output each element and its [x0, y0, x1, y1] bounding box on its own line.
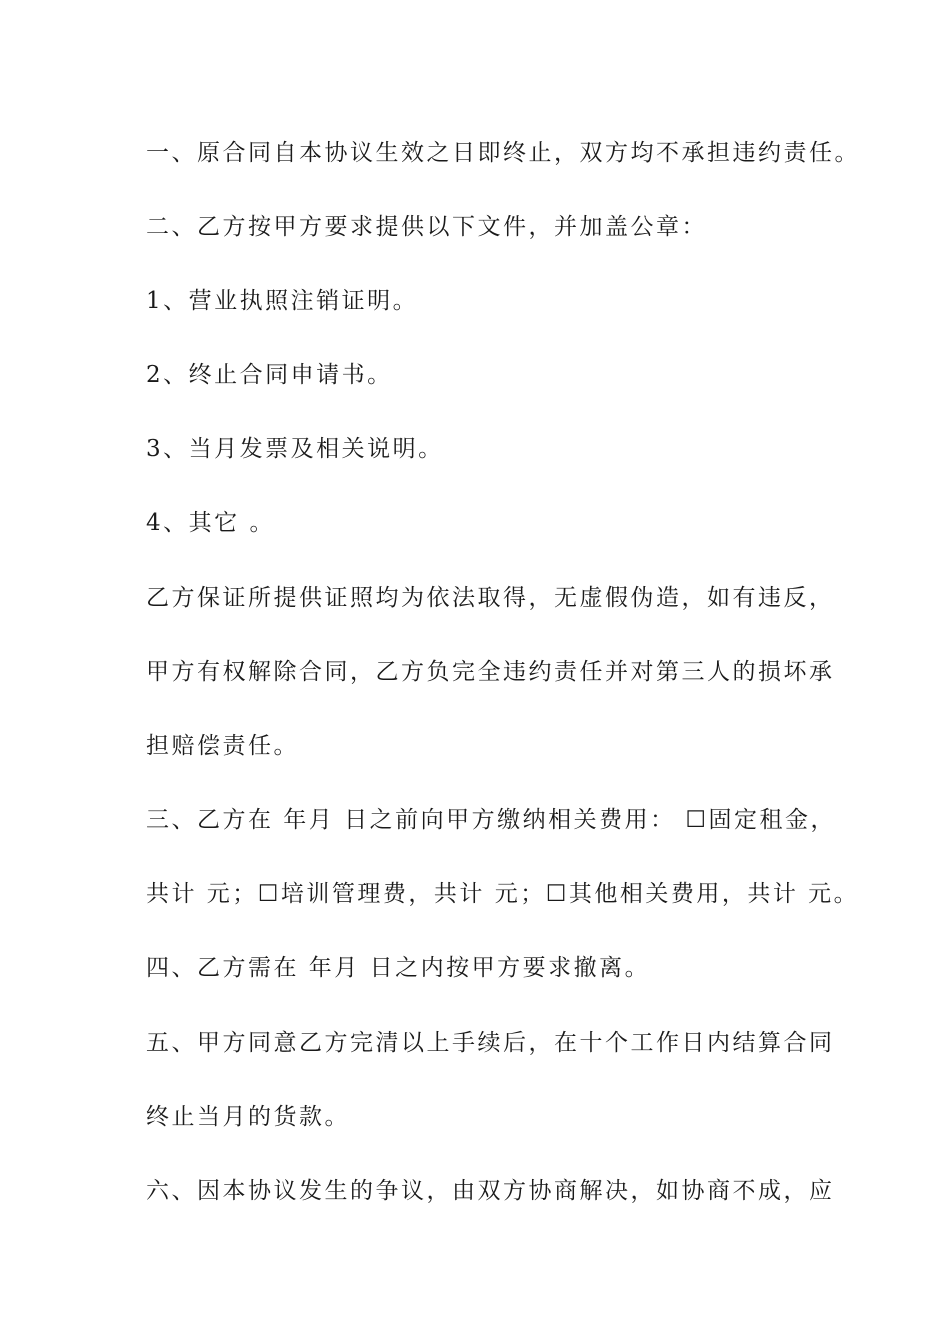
document-item-2: 2、终止合同申请书。 [146, 362, 393, 388]
clause-3-line-1: 三、乙方在 年月 日之前向甲方缴纳相关费用： ☐固定租金， [146, 807, 837, 833]
clause-3-line-2: 共计 元；☐培训管理费，共计 元；☐其他相关费用，共计 元。 [146, 881, 860, 907]
guarantee-text-line-1: 乙方保证所提供证照均为依法取得，无虚假伪造，如有违反， [146, 585, 835, 611]
document-item-3: 3、当月发票及相关说明。 [146, 436, 444, 462]
clause-6-line-1: 六、因本协议发生的争议，由双方协商解决，如协商不成，应 [146, 1178, 835, 1204]
clause-5-line-2: 终止当月的货款。 [146, 1104, 350, 1130]
document-item-1: 1、营业执照注销证明。 [146, 288, 419, 314]
clause-5-line-1: 五、甲方同意乙方完清以上手续后，在十个工作日内结算合同 [146, 1030, 835, 1056]
clause-1: 一、原合同自本协议生效之日即终止，双方均不承担违约责任。 [146, 140, 860, 166]
guarantee-text-line-2: 甲方有权解除合同，乙方负完全违约责任并对第三人的损坏承 [146, 659, 835, 685]
document-item-4: 4、其它 。 [146, 510, 275, 536]
clause-4: 四、乙方需在 年月 日之内按甲方要求撤离。 [146, 955, 651, 981]
clause-2: 二、乙方按甲方要求提供以下文件，并加盖公章： [146, 214, 707, 240]
guarantee-text-line-3: 担赔偿责任。 [146, 733, 299, 759]
